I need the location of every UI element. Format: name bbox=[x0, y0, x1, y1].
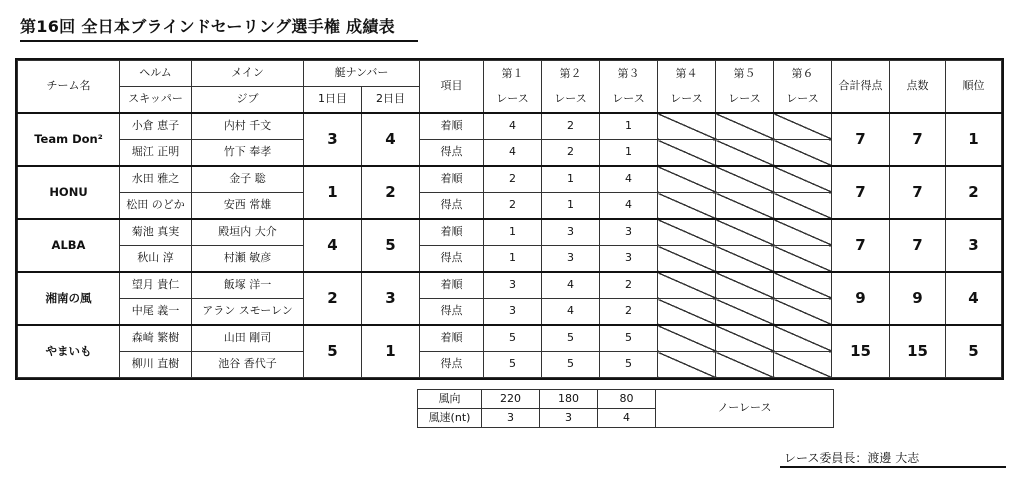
item-finish-label: 着順 bbox=[420, 325, 484, 352]
wind-speed-1: 3 bbox=[482, 409, 540, 428]
item-score-label: 得点 bbox=[420, 246, 484, 273]
team-row-finish bbox=[18, 166, 1002, 193]
jib-name: 村瀬 敏彦 bbox=[192, 246, 304, 273]
no-race-cell-4 bbox=[658, 193, 716, 220]
item-score-label: 得点 bbox=[420, 193, 484, 220]
score-race-1: 2 bbox=[484, 193, 542, 220]
no-race-cell-4 bbox=[658, 352, 716, 378]
boat-number-day2: 1 bbox=[362, 325, 420, 378]
score-race-3: 5 bbox=[600, 352, 658, 378]
points: 15 bbox=[890, 325, 946, 378]
no-race-cell-5 bbox=[716, 299, 774, 326]
no-race-cell-4 bbox=[658, 272, 716, 299]
points: 9 bbox=[890, 272, 946, 325]
header-race-3: 第３ レース bbox=[600, 61, 658, 114]
rank: 2 bbox=[946, 166, 1002, 219]
finish-race-2: 2 bbox=[542, 113, 600, 140]
header-race-1: 第１ レース bbox=[484, 61, 542, 114]
finish-race-2: 1 bbox=[542, 166, 600, 193]
score-race-3: 3 bbox=[600, 246, 658, 273]
score-race-1: 1 bbox=[484, 246, 542, 273]
score-race-1: 3 bbox=[484, 299, 542, 326]
score-race-1: 4 bbox=[484, 140, 542, 167]
finish-race-3: 5 bbox=[600, 325, 658, 352]
finish-race-2: 5 bbox=[542, 325, 600, 352]
helm-name: 水田 雅之 bbox=[120, 166, 192, 193]
no-race-cell-6 bbox=[774, 219, 832, 246]
no-race-cell-4 bbox=[658, 113, 716, 140]
item-finish-label: 着順 bbox=[420, 219, 484, 246]
finish-race-3: 3 bbox=[600, 219, 658, 246]
helm-name: 森崎 繁樹 bbox=[120, 325, 192, 352]
no-race-cell-6 bbox=[774, 299, 832, 326]
jib-name: 池谷 香代子 bbox=[192, 352, 304, 378]
no-race-cell-5 bbox=[716, 246, 774, 273]
finish-race-1: 5 bbox=[484, 325, 542, 352]
header-day2: 2日目 bbox=[362, 87, 420, 114]
main-name: 殿垣内 大介 bbox=[192, 219, 304, 246]
team-name: やまいも bbox=[18, 325, 120, 378]
score-race-2: 1 bbox=[542, 193, 600, 220]
item-finish-label: 着順 bbox=[420, 166, 484, 193]
boat-number-day1: 2 bbox=[304, 272, 362, 325]
jib-name: 竹下 奉孝 bbox=[192, 140, 304, 167]
total-score: 7 bbox=[832, 166, 890, 219]
team-name: 湘南の風 bbox=[18, 272, 120, 325]
header-race-5: 第５ レース bbox=[716, 61, 774, 114]
finish-race-2: 3 bbox=[542, 219, 600, 246]
finish-race-3: 1 bbox=[600, 113, 658, 140]
main-name: 金子 聡 bbox=[192, 166, 304, 193]
finish-race-2: 4 bbox=[542, 272, 600, 299]
jib-name: アラン スモーレン bbox=[192, 299, 304, 326]
boat-number-day1: 5 bbox=[304, 325, 362, 378]
finish-race-1: 3 bbox=[484, 272, 542, 299]
no-race-cell-4 bbox=[658, 246, 716, 273]
helm-name: 望月 貴仁 bbox=[120, 272, 192, 299]
item-finish-label: 着順 bbox=[420, 272, 484, 299]
boat-number-day1: 3 bbox=[304, 113, 362, 166]
team-row-finish bbox=[18, 272, 1002, 299]
no-race-cell-5 bbox=[716, 325, 774, 352]
rank: 5 bbox=[946, 325, 1002, 378]
main-name: 内村 千文 bbox=[192, 113, 304, 140]
no-race-cell-4 bbox=[658, 166, 716, 193]
finish-race-3: 2 bbox=[600, 272, 658, 299]
header-jib: ジブ bbox=[192, 87, 304, 114]
team-row-finish bbox=[18, 219, 1002, 246]
total-score: 7 bbox=[832, 219, 890, 272]
team-row-finish bbox=[18, 113, 1002, 140]
team-name: HONU bbox=[18, 166, 120, 219]
no-race-cell-5 bbox=[716, 166, 774, 193]
race-committee-chair: レース委員長：渡邊 大志 bbox=[784, 451, 920, 465]
skipper-name: 秋山 淳 bbox=[120, 246, 192, 273]
no-race-label: ノーレース bbox=[656, 390, 834, 428]
boat-number-day2: 4 bbox=[362, 113, 420, 166]
results-table bbox=[17, 60, 1002, 378]
no-race-cell-6 bbox=[774, 352, 832, 378]
wind-table bbox=[417, 389, 834, 428]
no-race-cell-4 bbox=[658, 140, 716, 167]
wind-direction-1: 220 bbox=[482, 390, 540, 409]
score-race-3: 4 bbox=[600, 193, 658, 220]
boat-number-day1: 1 bbox=[304, 166, 362, 219]
total-score: 9 bbox=[832, 272, 890, 325]
rank: 3 bbox=[946, 219, 1002, 272]
main-name: 山田 剛司 bbox=[192, 325, 304, 352]
finish-race-1: 2 bbox=[484, 166, 542, 193]
no-race-cell-6 bbox=[774, 166, 832, 193]
no-race-cell-5 bbox=[716, 219, 774, 246]
header-main: メイン bbox=[192, 61, 304, 87]
total-score: 15 bbox=[832, 325, 890, 378]
wind-direction-label: 風向 bbox=[418, 390, 482, 409]
no-race-cell-5 bbox=[716, 193, 774, 220]
page-title: 第16回 全日本ブラインドセーリング選手権 成績表 bbox=[20, 17, 395, 36]
points: 7 bbox=[890, 113, 946, 166]
score-race-2: 4 bbox=[542, 299, 600, 326]
no-race-cell-6 bbox=[774, 140, 832, 167]
score-race-3: 1 bbox=[600, 140, 658, 167]
no-race-cell-4 bbox=[658, 299, 716, 326]
no-race-cell-5 bbox=[716, 272, 774, 299]
skipper-name: 松田 のどか bbox=[120, 193, 192, 220]
score-race-3: 2 bbox=[600, 299, 658, 326]
score-race-2: 3 bbox=[542, 246, 600, 273]
rank: 1 bbox=[946, 113, 1002, 166]
header-helm: ヘルム bbox=[120, 61, 192, 87]
header-item: 項目 bbox=[420, 61, 484, 114]
header-points: 点数 bbox=[890, 61, 946, 114]
header-race-6: 第６ レース bbox=[774, 61, 832, 114]
no-race-cell-5 bbox=[716, 113, 774, 140]
no-race-cell-6 bbox=[774, 113, 832, 140]
wind-speed-2: 3 bbox=[540, 409, 598, 428]
boat-number-day1: 4 bbox=[304, 219, 362, 272]
item-finish-label: 着順 bbox=[420, 113, 484, 140]
no-race-cell-5 bbox=[716, 140, 774, 167]
score-race-2: 2 bbox=[542, 140, 600, 167]
header-team: チーム名 bbox=[18, 61, 120, 114]
header-rank: 順位 bbox=[946, 61, 1002, 114]
helm-name: 菊池 真実 bbox=[120, 219, 192, 246]
header-boat-number: 艇ナンバー bbox=[304, 61, 420, 87]
wind-direction-3: 80 bbox=[598, 390, 656, 409]
helm-name: 小倉 恵子 bbox=[120, 113, 192, 140]
header-race-2: 第２ レース bbox=[542, 61, 600, 114]
header-day1: 1日目 bbox=[304, 87, 362, 114]
no-race-cell-6 bbox=[774, 272, 832, 299]
header-total: 合計得点 bbox=[832, 61, 890, 114]
finish-race-1: 1 bbox=[484, 219, 542, 246]
team-row-finish bbox=[18, 325, 1002, 352]
skipper-name: 中尾 義一 bbox=[120, 299, 192, 326]
header-skipper: スキッパー bbox=[120, 87, 192, 114]
rank: 4 bbox=[946, 272, 1002, 325]
boat-number-day2: 2 bbox=[362, 166, 420, 219]
total-score: 7 bbox=[832, 113, 890, 166]
finish-race-1: 4 bbox=[484, 113, 542, 140]
no-race-cell-6 bbox=[774, 246, 832, 273]
header-race-4: 第４ レース bbox=[658, 61, 716, 114]
team-name: Team Don² bbox=[18, 113, 120, 166]
item-score-label: 得点 bbox=[420, 352, 484, 378]
skipper-name: 柳川 直樹 bbox=[120, 352, 192, 378]
boat-number-day2: 3 bbox=[362, 272, 420, 325]
wind-speed-label: 風速(nt) bbox=[418, 409, 482, 428]
committee-underline bbox=[780, 466, 1006, 468]
skipper-name: 堀江 正明 bbox=[120, 140, 192, 167]
no-race-cell-5 bbox=[716, 352, 774, 378]
no-race-cell-6 bbox=[774, 325, 832, 352]
no-race-cell-4 bbox=[658, 219, 716, 246]
boat-number-day2: 5 bbox=[362, 219, 420, 272]
no-race-cell-4 bbox=[658, 325, 716, 352]
no-race-cell-6 bbox=[774, 193, 832, 220]
title-underline bbox=[20, 40, 418, 42]
score-race-2: 5 bbox=[542, 352, 600, 378]
item-score-label: 得点 bbox=[420, 140, 484, 167]
team-name: ALBA bbox=[18, 219, 120, 272]
item-score-label: 得点 bbox=[420, 299, 484, 326]
wind-speed-3: 4 bbox=[598, 409, 656, 428]
wind-direction-2: 180 bbox=[540, 390, 598, 409]
points: 7 bbox=[890, 166, 946, 219]
main-name: 飯塚 洋一 bbox=[192, 272, 304, 299]
score-race-1: 5 bbox=[484, 352, 542, 378]
jib-name: 安西 常雄 bbox=[192, 193, 304, 220]
points: 7 bbox=[890, 219, 946, 272]
finish-race-3: 4 bbox=[600, 166, 658, 193]
